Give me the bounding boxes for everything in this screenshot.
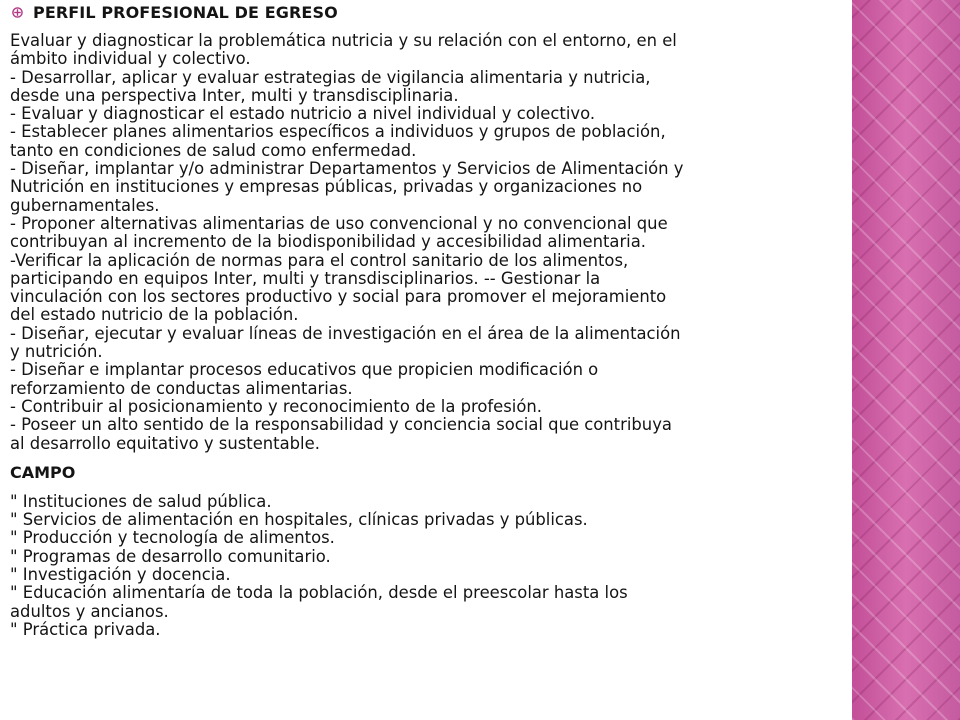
profile-text-line: - Desarrollar, aplicar y evaluar estrategias de vigilancia alimentaria y nutricia, <box>10 67 651 87</box>
profile-text-line: vinculación con los sectores productivo y social para promover el mejoramiento <box>10 287 667 307</box>
profile-text-line: reforzamiento de conductas alimentarias. <box>10 378 353 398</box>
profile-text-line: gubernamentales. <box>10 195 160 215</box>
profile-heading: PERFIL PROFESIONAL DE EGRESO <box>33 2 338 22</box>
profile-text-line: tanto en condiciones de salud como enfermedad. <box>10 140 417 160</box>
profile-text-line: - Diseñar, ejecutar y evaluar líneas de investigación en el área de la alimentación <box>10 323 681 343</box>
profile-text-line: - Diseñar e implantar procesos educativos que propicien modificación o <box>10 360 599 380</box>
profile-text-line: - Proponer alternativas alimentarias de uso convencional y no convencional que <box>10 213 668 233</box>
profile-text-line: - Diseñar, implantar y/o administrar Departamentos y Servicios de Alimentación y <box>10 159 684 179</box>
profile-text-line: y nutrición. <box>10 342 103 362</box>
campo-list-line: " Práctica privada. <box>10 619 161 639</box>
profile-text-line: Nutrición en instituciones y empresas públicas, privadas y organizaciones no <box>10 177 643 197</box>
campo-list-line: " Educación alimentaría de toda la población, desde el preescolar hasta los <box>10 583 628 603</box>
decorative-pattern-band <box>852 0 960 720</box>
campo-list-line: " Servicios de alimentación en hospitales, clínicas privadas y públicas. <box>10 510 588 530</box>
campo-heading: CAMPO <box>10 462 76 482</box>
profile-text-line: - Establecer planes alimentarios específicos a individuos y grupos de población, <box>10 122 666 142</box>
profile-text-line: desde una perspectiva Inter, multi y transdisciplinaria. <box>10 85 459 105</box>
profile-text-line: al desarrollo equitativo y sustentable. <box>10 433 320 453</box>
profile-text-line: participando en equipos Inter, multi y transdisciplinarios. -- Gestionar la <box>10 268 601 288</box>
campo-list-line: adultos y ancianos. <box>10 601 169 621</box>
profile-text-line: del estado nutricio de la población. <box>10 305 299 325</box>
profile-text-line: -Verificar la aplicación de normas para el control sanitario de los alimentos, <box>10 250 629 270</box>
profile-text-line: Evaluar y diagnosticar la problemática nutricia y su relación con el entorno, en el <box>10 31 677 50</box>
slide-content <box>10 2 840 639</box>
campo-list-line: " Investigación y docencia. <box>10 565 231 585</box>
profile-text-block <box>10 32 840 453</box>
campo-list-line: " Programas de desarrollo comunitario. <box>10 546 331 566</box>
campo-list <box>10 493 840 639</box>
campo-list-line: " Instituciones de salud pública. <box>10 491 272 511</box>
profile-text-line: contribuyan al incremento de la biodisponibilidad y accesibilidad alimentaria. <box>10 232 646 252</box>
profile-text-line: ámbito individual y colectivo. <box>10 49 251 69</box>
campo-list-line: " Producción y tecnología de alimentos. <box>10 528 335 548</box>
profile-text-line: - Contribuir al posicionamiento y reconocimiento de la profesión. <box>10 396 542 416</box>
profile-text-line: - Evaluar y diagnosticar el estado nutricio a nivel individual y colectivo. <box>10 104 596 124</box>
profile-text-line: - Poseer un alto sentido de la responsabilidad y conciencia social que contribuya <box>10 415 672 435</box>
circle-cross-bullet-icon <box>12 7 23 18</box>
profile-heading-row <box>10 2 840 22</box>
